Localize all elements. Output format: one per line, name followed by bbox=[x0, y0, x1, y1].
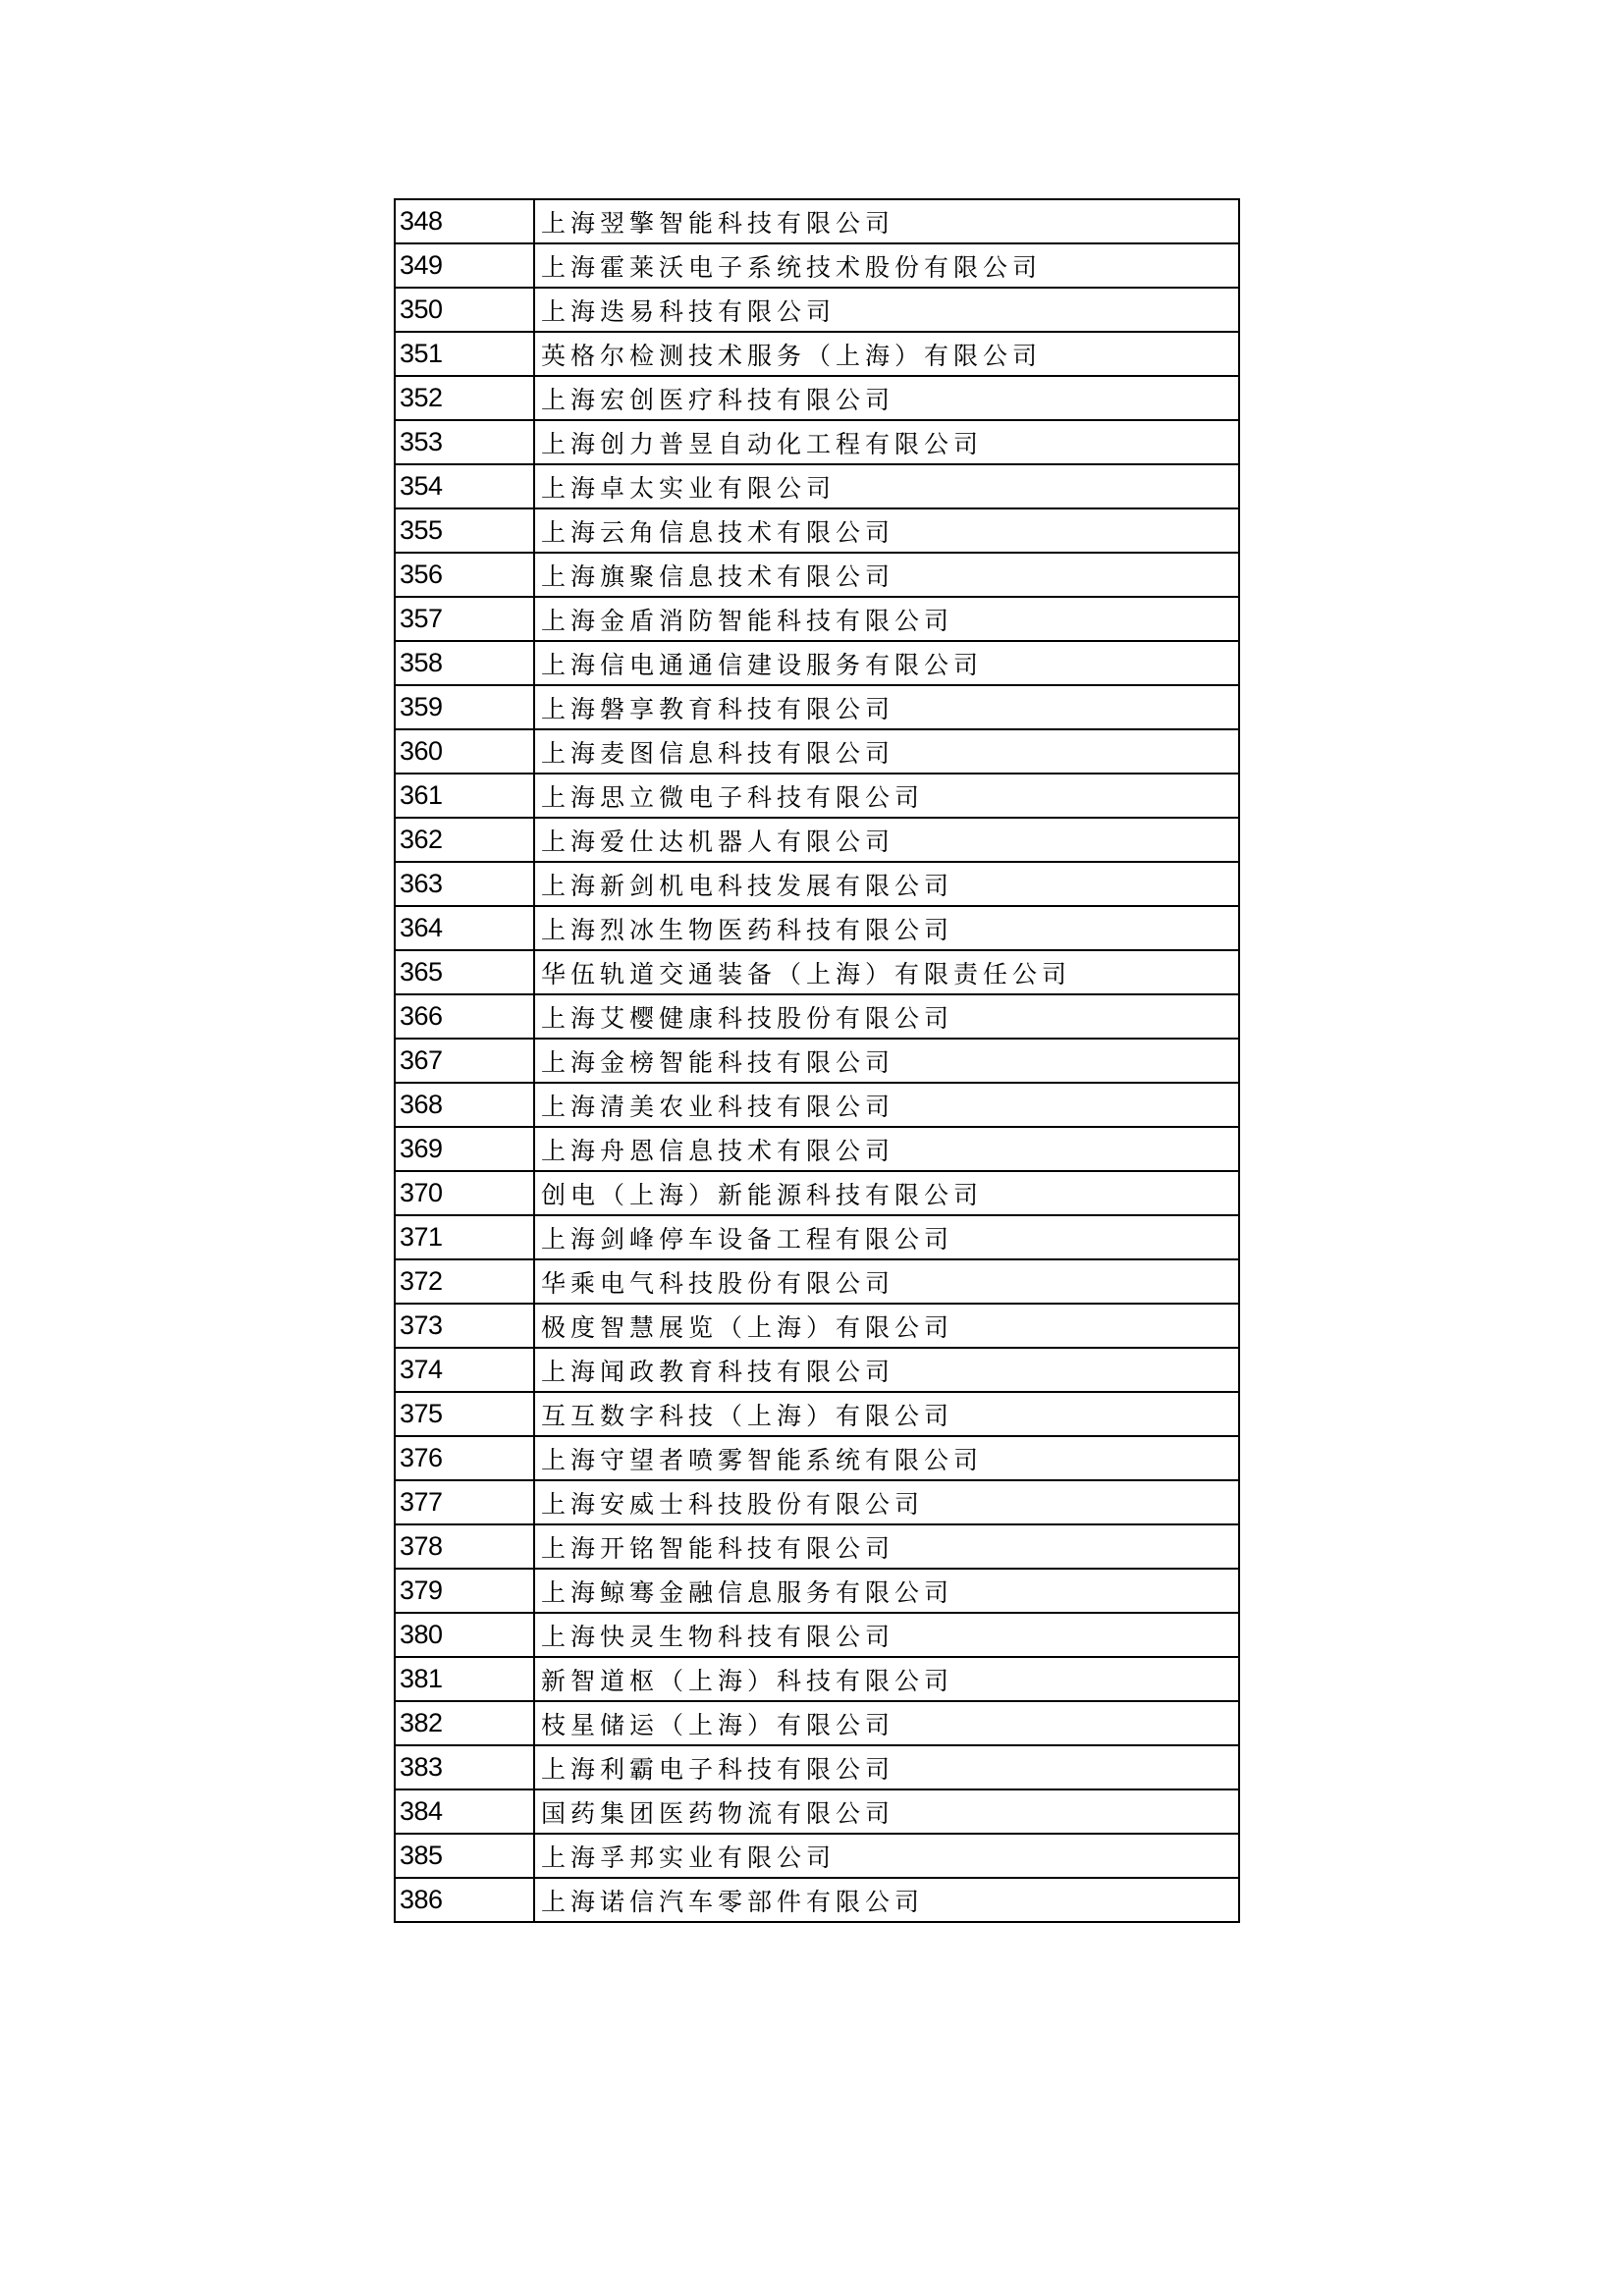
row-number: 378 bbox=[395, 1524, 534, 1569]
company-name: 上海快灵生物科技有限公司 bbox=[534, 1613, 1239, 1657]
company-name: 上海卓太实业有限公司 bbox=[534, 464, 1239, 508]
row-number: 385 bbox=[395, 1834, 534, 1878]
company-name: 上海剑峰停车设备工程有限公司 bbox=[534, 1215, 1239, 1259]
table-row bbox=[395, 1789, 1239, 1834]
row-number: 386 bbox=[395, 1878, 534, 1922]
company-name: 上海磐享教育科技有限公司 bbox=[534, 685, 1239, 729]
row-number: 352 bbox=[395, 376, 534, 420]
company-name: 互互数字科技（上海）有限公司 bbox=[534, 1392, 1239, 1436]
company-name: 上海烈冰生物医药科技有限公司 bbox=[534, 906, 1239, 950]
table-row bbox=[395, 464, 1239, 508]
table-row bbox=[395, 288, 1239, 332]
row-number: 377 bbox=[395, 1480, 534, 1524]
row-number: 374 bbox=[395, 1348, 534, 1392]
company-name: 英格尔检测技术服务（上海）有限公司 bbox=[534, 332, 1239, 376]
table-row bbox=[395, 1701, 1239, 1745]
company-name: 上海开铭智能科技有限公司 bbox=[534, 1524, 1239, 1569]
row-number: 355 bbox=[395, 508, 534, 553]
company-name: 上海创力普昱自动化工程有限公司 bbox=[534, 420, 1239, 464]
table-row bbox=[395, 685, 1239, 729]
company-name: 上海舟恩信息技术有限公司 bbox=[534, 1127, 1239, 1171]
table-row bbox=[395, 420, 1239, 464]
table-row bbox=[395, 376, 1239, 420]
company-name: 上海新剑机电科技发展有限公司 bbox=[534, 862, 1239, 906]
company-name: 上海霍莱沃电子系统技术股份有限公司 bbox=[534, 243, 1239, 288]
table-row bbox=[395, 597, 1239, 641]
table-row bbox=[395, 1878, 1239, 1922]
company-name: 上海爱仕达机器人有限公司 bbox=[534, 818, 1239, 862]
table-row bbox=[395, 1392, 1239, 1436]
row-number: 381 bbox=[395, 1657, 534, 1701]
company-name: 上海宏创医疗科技有限公司 bbox=[534, 376, 1239, 420]
table-row bbox=[395, 1039, 1239, 1083]
company-name: 华乘电气科技股份有限公司 bbox=[534, 1259, 1239, 1304]
row-number: 364 bbox=[395, 906, 534, 950]
table-row bbox=[395, 1657, 1239, 1701]
row-number: 351 bbox=[395, 332, 534, 376]
company-name: 上海安威士科技股份有限公司 bbox=[534, 1480, 1239, 1524]
company-name: 上海清美农业科技有限公司 bbox=[534, 1083, 1239, 1127]
row-number: 365 bbox=[395, 950, 534, 994]
table-row bbox=[395, 641, 1239, 685]
row-number: 384 bbox=[395, 1789, 534, 1834]
company-name: 上海云角信息技术有限公司 bbox=[534, 508, 1239, 553]
row-number: 354 bbox=[395, 464, 534, 508]
table-row bbox=[395, 1524, 1239, 1569]
company-name: 上海迭易科技有限公司 bbox=[534, 288, 1239, 332]
company-name: 新智道枢（上海）科技有限公司 bbox=[534, 1657, 1239, 1701]
company-name: 上海麦图信息科技有限公司 bbox=[534, 729, 1239, 774]
company-name: 上海鲸骞金融信息服务有限公司 bbox=[534, 1569, 1239, 1613]
company-name: 国药集团医药物流有限公司 bbox=[534, 1789, 1239, 1834]
table-row bbox=[395, 243, 1239, 288]
company-name: 上海闻政教育科技有限公司 bbox=[534, 1348, 1239, 1392]
table-row bbox=[395, 199, 1239, 243]
company-name: 上海信电通通信建设服务有限公司 bbox=[534, 641, 1239, 685]
row-number: 358 bbox=[395, 641, 534, 685]
row-number: 363 bbox=[395, 862, 534, 906]
company-name: 上海艾樱健康科技股份有限公司 bbox=[534, 994, 1239, 1039]
table-row bbox=[395, 1259, 1239, 1304]
row-number: 368 bbox=[395, 1083, 534, 1127]
company-name: 创电（上海）新能源科技有限公司 bbox=[534, 1171, 1239, 1215]
company-name: 上海翌擎智能科技有限公司 bbox=[534, 199, 1239, 243]
company-name: 华伍轨道交通装备（上海）有限责任公司 bbox=[534, 950, 1239, 994]
row-number: 356 bbox=[395, 553, 534, 597]
company-name: 上海诺信汽车零部件有限公司 bbox=[534, 1878, 1239, 1922]
row-number: 348 bbox=[395, 199, 534, 243]
table-row bbox=[395, 1834, 1239, 1878]
table-row bbox=[395, 1613, 1239, 1657]
company-name: 上海守望者喷雾智能系统有限公司 bbox=[534, 1436, 1239, 1480]
row-number: 382 bbox=[395, 1701, 534, 1745]
table-row bbox=[395, 862, 1239, 906]
table-row bbox=[395, 1569, 1239, 1613]
table-row bbox=[395, 1215, 1239, 1259]
row-number: 369 bbox=[395, 1127, 534, 1171]
table-row bbox=[395, 332, 1239, 376]
row-number: 373 bbox=[395, 1304, 534, 1348]
company-name: 上海金盾消防智能科技有限公司 bbox=[534, 597, 1239, 641]
table-row bbox=[395, 906, 1239, 950]
company-table bbox=[394, 198, 1240, 1923]
row-number: 366 bbox=[395, 994, 534, 1039]
table-row bbox=[395, 553, 1239, 597]
row-number: 370 bbox=[395, 1171, 534, 1215]
table-row bbox=[395, 774, 1239, 818]
table-row bbox=[395, 1171, 1239, 1215]
row-number: 361 bbox=[395, 774, 534, 818]
company-name: 上海金榜智能科技有限公司 bbox=[534, 1039, 1239, 1083]
company-name: 极度智慧展览（上海）有限公司 bbox=[534, 1304, 1239, 1348]
table-row bbox=[395, 1083, 1239, 1127]
row-number: 371 bbox=[395, 1215, 534, 1259]
company-name: 上海孚邦实业有限公司 bbox=[534, 1834, 1239, 1878]
company-name: 枝星储运（上海）有限公司 bbox=[534, 1701, 1239, 1745]
row-number: 349 bbox=[395, 243, 534, 288]
company-name: 上海旗聚信息技术有限公司 bbox=[534, 553, 1239, 597]
row-number: 379 bbox=[395, 1569, 534, 1613]
row-number: 372 bbox=[395, 1259, 534, 1304]
row-number: 353 bbox=[395, 420, 534, 464]
row-number: 350 bbox=[395, 288, 534, 332]
table-row bbox=[395, 1348, 1239, 1392]
table-row bbox=[395, 508, 1239, 553]
row-number: 375 bbox=[395, 1392, 534, 1436]
row-number: 380 bbox=[395, 1613, 534, 1657]
table-row bbox=[395, 994, 1239, 1039]
row-number: 359 bbox=[395, 685, 534, 729]
table-row bbox=[395, 950, 1239, 994]
table-row bbox=[395, 729, 1239, 774]
row-number: 360 bbox=[395, 729, 534, 774]
table-row bbox=[395, 1436, 1239, 1480]
table-row bbox=[395, 1304, 1239, 1348]
row-number: 357 bbox=[395, 597, 534, 641]
company-name: 上海利霸电子科技有限公司 bbox=[534, 1745, 1239, 1789]
table-row bbox=[395, 818, 1239, 862]
row-number: 376 bbox=[395, 1436, 534, 1480]
row-number: 362 bbox=[395, 818, 534, 862]
table-body bbox=[395, 199, 1239, 1922]
table-row bbox=[395, 1127, 1239, 1171]
company-name: 上海思立微电子科技有限公司 bbox=[534, 774, 1239, 818]
row-number: 367 bbox=[395, 1039, 534, 1083]
row-number: 383 bbox=[395, 1745, 534, 1789]
table-row bbox=[395, 1745, 1239, 1789]
table-row bbox=[395, 1480, 1239, 1524]
